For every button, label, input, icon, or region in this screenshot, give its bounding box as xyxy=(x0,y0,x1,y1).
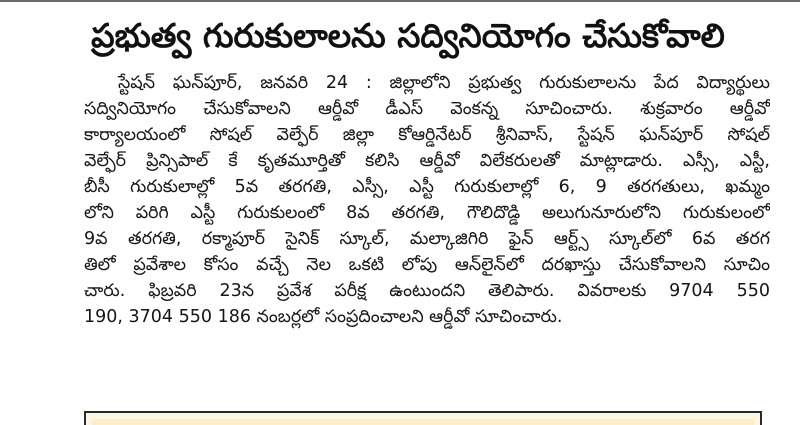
article-line: 190, 3704 550 186 నంబర్లలో సంప్రదించాలని ఆర్డీవో సూచించారు. xyxy=(84,307,563,327)
article-headline: ప్రభుత్వ గురుకులాలను సద్వినియోగం చేసుకోవాలి xyxy=(91,16,725,55)
article-line: 9వ తరగతి, రక్మాపూర్ సైనిక్ స్కూల్, మల్కాజిగిరి ఫైన్ ఆర్ట్స్ స్కూల్‌లో 6వ తరగ xyxy=(84,229,770,249)
top-divider xyxy=(0,0,800,2)
article-line: స్టేషన్ ఘన్‌పూర్, జనవరి 24 : జిల్లాలోని ప్రభుత్వ గురుకులాలను పేద విద్యార్థులు xyxy=(118,73,770,93)
article-line: చారు. ఫిబ్రవరి 23న ప్రవేశ పరీక్ష ఉంటుందని తెలిపారు. వివరాలకు 9704 550 xyxy=(84,281,770,301)
article-line: లోని పరిగి ఎస్టీ గురుకులంలో 8వ తరగతి, గౌలిదొడ్డి అలుగునూరులోని గురుకులంలో xyxy=(84,203,770,223)
next-article-image-strip xyxy=(92,419,754,425)
article-line: సద్వినియోగం చేసుకోవాలని ఆర్డీవో డీఎస్ వెంకన్న సూచించారు. శుక్రవారం ఆర్డీవో xyxy=(84,99,770,119)
article-line: వెల్ఫేర్ ప్రిన్సిపాల్ కే కృతమూర్తితో కలిసి ఆర్డీవో విలేకరులతో మాట్లాడారు. ఎస్సీ, ఎస్టీ, xyxy=(84,151,770,171)
article-line: బీసీ గురుకులాల్లో 5వ తరగతి, ఎస్సీ, ఎస్టీ గురుకులాల్లో 6, 9 తరగతులు, ఖమ్మం xyxy=(84,177,770,197)
next-article-box xyxy=(84,411,762,425)
article-line: తిలో ప్రవేశాల కోసం వచ్చే నెల ఒకటి లోపు ఆన్‌లైన్‌లో దరఖాస్తు చేసుకోవాలని సూచిం xyxy=(84,255,770,275)
article-body xyxy=(84,70,770,330)
article-line: కార్యాలయంలో సోషల్ వెల్ఫేర్ జిల్లా కోఆర్డినేటర్ శ్రీనివాస్, స్టేషన్ ఘన్‌పూర్ సోషల్ xyxy=(84,125,770,145)
